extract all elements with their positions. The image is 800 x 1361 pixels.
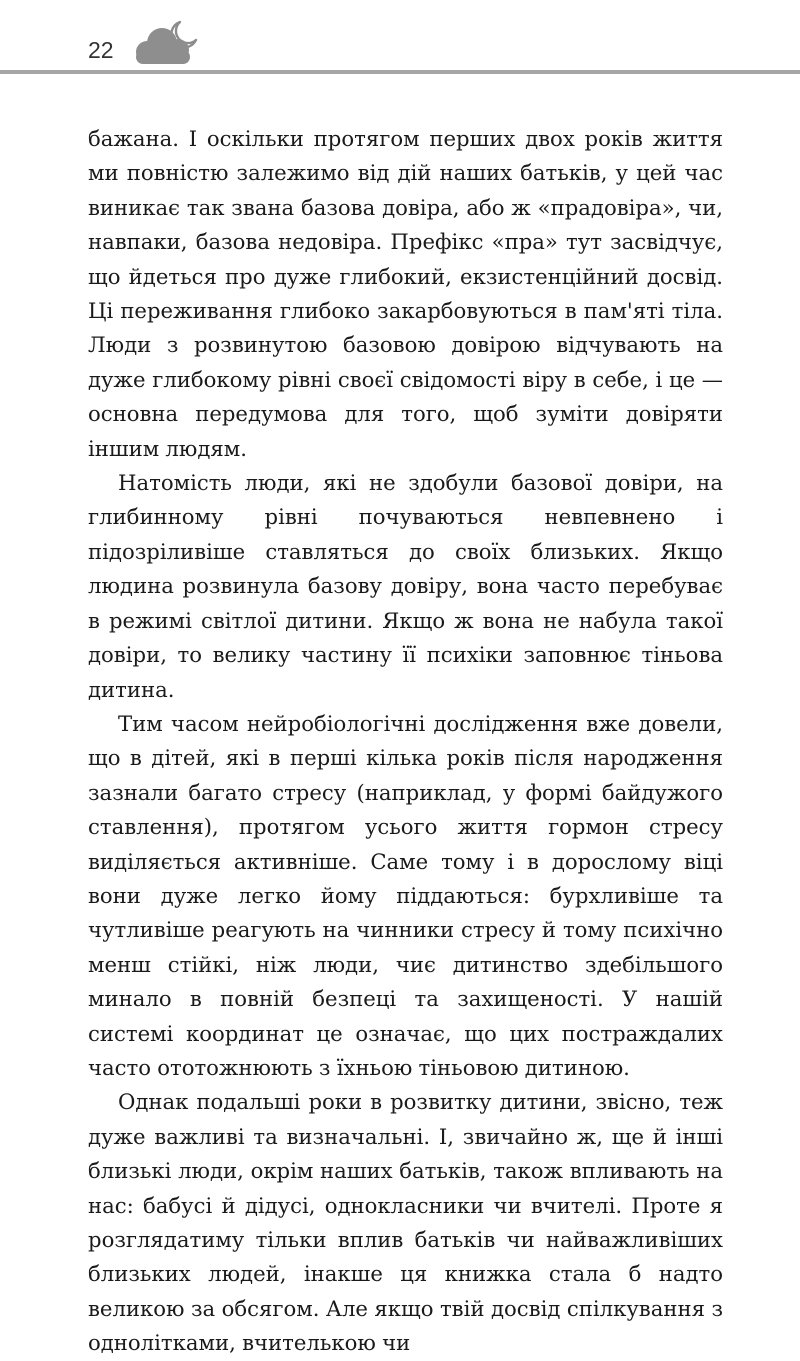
header-divider xyxy=(0,70,800,74)
paragraph: Тим часом нейробіологічні дослідження вже довели, що в дітей, які в перші кілька років після народження зазнали багато стресу (наприклад, у формі байдужого ставлення), протягом усього життя гормон стресу виділяється активніше. Саме тому і в дорослому віці вони дуже легко йому піддаються: бурхливіше та чутливіше реагують на чинники стресу й тому психічно менш стійкі, ніж люди, чиє дитинство здебільшого минало в повній безпеці та захищеності. У нашій системі координат це означає, що цих постраждалих часто ототожнюють з їхньою тіньовою дитиною. xyxy=(88,710,723,1080)
page-body xyxy=(88,122,723,1361)
paragraph: Натомість люди, які не здобули базової довіри, на глибинному рівні почуваються невпевнено і підозріливіше ставляться до своїх близьких. Якщо людина розвинула базову довіру, вона часто перебуває в режимі світлої дитини. Якщо ж вона не набула такої довіри, то велику частину її психіки заповнює тіньова дитина. xyxy=(88,470,723,702)
paragraph: Однак подальші роки в розвитку дитини, звісно, теж дуже важливі та визначальні. І, звичайно ж, ще й інші близькі люди, окрім наших батьків, також впливають на нас: бабусі й дідусі, однокласники чи вчителі. Проте я розглядатиму тільки вплив батьків чи найважливіших близьких людей, інакше ця книжка стала б надто великою за обсягом. Але якщо твій досвід спілкування з однолітками, вчителькою чи xyxy=(88,1089,723,1356)
page-number: 22 xyxy=(88,37,114,63)
paragraph: бажана. І оскільки протягом перших двох років життя ми повністю залежимо від дій наших батьків, у цей час виникає так звана базова довіра, або ж «прадовіра», чи, навпаки, базова недовіра. Префікс «пра» тут засвідчує, що йдеться про дуже глибокий, екзистенційний досвід. Ці переживання глибоко закарбовуються в пам'яті тіла. Люди з розвинутою базовою довірою відчувають на дуже глибокому рівні своєї свідомості віру в себе, і це — основна передумова для того, щоб зуміти довіряти іншим людям. xyxy=(88,126,723,461)
cloud-moon-icon xyxy=(128,16,204,68)
page-header xyxy=(0,0,800,78)
